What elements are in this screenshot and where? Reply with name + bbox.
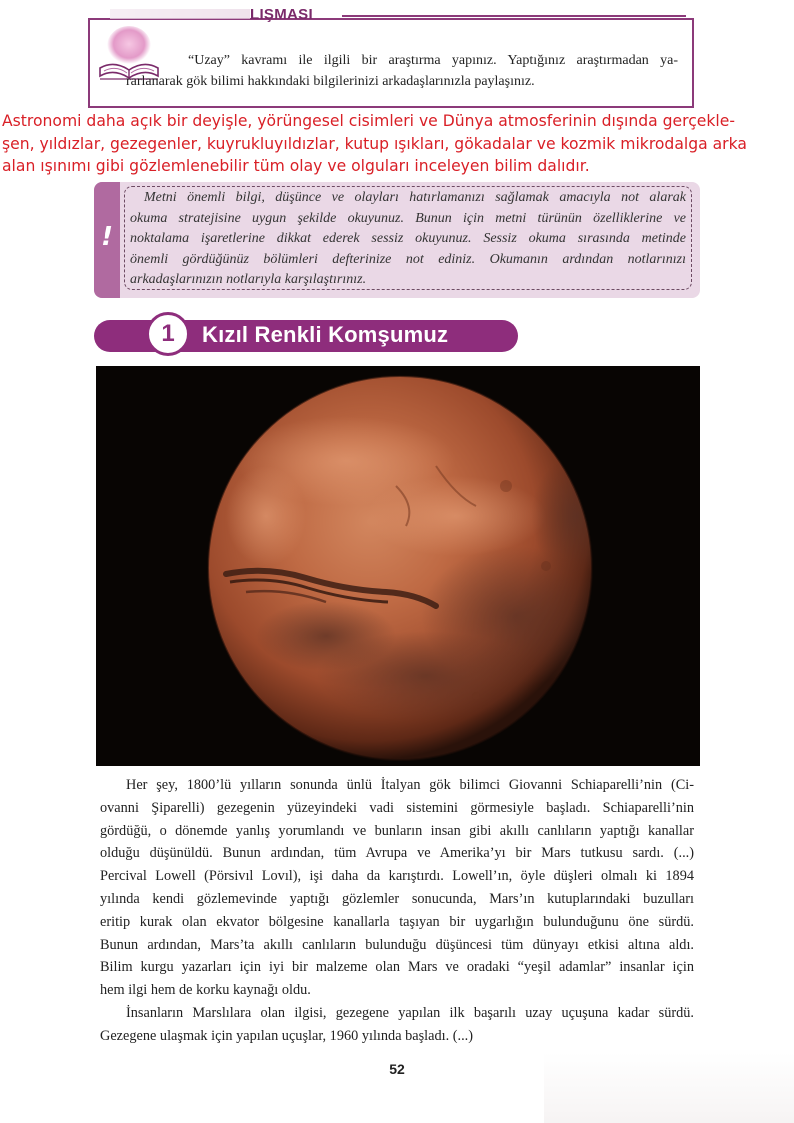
- body-line-1: Her şey, 1800’lü yılların sonunda ünlü İtalyan gök bilimci Giovanni Schiaparelli’nin (Ci-: [126, 777, 694, 793]
- body-line-8: Bunun ardından, Mars’ta akıllı canlıların bulunduğu düşüncesi tüm dünyayı etkisi altına aldı.: [100, 936, 694, 953]
- body-line-5: Percival Lowell (Pörsivıl Lovıl), işi daha da karıştırdı. Lowell’ın, öyle düşleri olmalı ki 1894: [100, 868, 694, 885]
- note-line-2: okuma stratejisine uygun şekilde okuyunuz. Bunun için metni türünün özelliklerine ve: [130, 210, 686, 226]
- exclamation-icon: !: [101, 222, 113, 252]
- mars-planet-illustration: [96, 366, 700, 766]
- astronomy-definition: [2, 110, 780, 178]
- definition-line-1: Astronomi daha açık bir deyişle, yörüngesel cisimleri ve Dünya atmosferinin dışında gerçekle-: [2, 112, 735, 130]
- research-title-rule: [342, 15, 686, 17]
- note-line-3: noktalama işaretlerine dikkat ederek sessiz okuyunuz. Sessiz okuma sırasında metinde: [130, 231, 686, 246]
- definition-line-3: alan ışınımı gibi gözlemlenebilir tüm olay ve olguları inceleyen bilim dalıdır.: [2, 157, 590, 175]
- definition-line-2: şen, yıldızlar, gezegenler, kuyrukluyıldızlar, kutup ışıkları, gökadalar ve kozmik mikrodalga arka: [2, 134, 747, 153]
- research-text-line-2: rarlanarak gök bilimi hakkındaki bilgilerinizi arkadaşlarınızla paylaşınız.: [126, 74, 535, 89]
- research-title: LIŞMASI: [250, 6, 313, 23]
- article-body: [100, 774, 694, 1048]
- body-line-2: ovanni Şiparelli) gezegenin yüzeyindeki vadi sistemini görmesiyle başladı. Schiaparelli’nin: [100, 799, 694, 816]
- body-line-4: olduğu düşünüldü. Bunun ardından, tüm Avrupa ve Amerika’yı bir Mars tutkusu sardı. (...): [100, 845, 694, 862]
- section-number: 1: [146, 312, 190, 356]
- body-line-9: Bilim kurgu yazarları için iyi bir malzeme olan Mars ve oradaki “yeşil adamlar” insanlar için: [100, 959, 694, 976]
- note-line-5: arkadaşlarınızın notlarıyla karşılaştırınız.: [130, 272, 367, 287]
- research-instruction: [126, 50, 678, 92]
- body-line-6: yılında kendi gözlemevinde yaptığı gözlemler sonucunda, Mars’ın kutuplarındaki buzulları: [100, 890, 694, 907]
- note-line-1: Metni önemli bilgi, düşünce ve olayları hatırlamanızı sağlamak amacıyla not alarak: [144, 190, 686, 205]
- body-line-12: Gezegene ulaşmak için yapılan uçuşlar, 1960 yılında başladı. (...): [100, 1027, 474, 1044]
- note-tab: [94, 182, 120, 298]
- page-number: 52: [389, 1061, 405, 1077]
- faded-heading-graphic: [110, 9, 250, 19]
- note-line-4: önemli gördüğünüz bölümleri defterinize not ediniz. Okumanın ardından notlarınızı: [130, 251, 686, 267]
- note-text: [130, 188, 686, 291]
- body-line-10: hem ilgi hem de korku kaynağı oldu.: [100, 982, 311, 999]
- research-text-line-1: “Uzay” kavramı ile ilgili bir araştırma yapınız. Yaptığınız araştırmadan ya-: [188, 53, 678, 68]
- section-title: Kızıl Renkli Komşumuz: [202, 322, 449, 347]
- body-line-3: gördüğü, o dönemde yanlış yorumlandı ve bunların insan gibi akıllı canlıların yaptığı kanallar: [100, 822, 694, 839]
- reading-strategy-note: [94, 182, 700, 298]
- body-line-11: İnsanların Marslılara olan ilgisi, gezegene yapılan ilk başarılı uzay uçuşuna kadar sürdü.: [126, 1004, 694, 1021]
- body-line-7: eritip kurak olan ekvator bölgesine kanallarla taşıyan bir uygarlığın bulunduğunu öne sürdü.: [100, 913, 694, 930]
- mars-photo: [96, 366, 700, 766]
